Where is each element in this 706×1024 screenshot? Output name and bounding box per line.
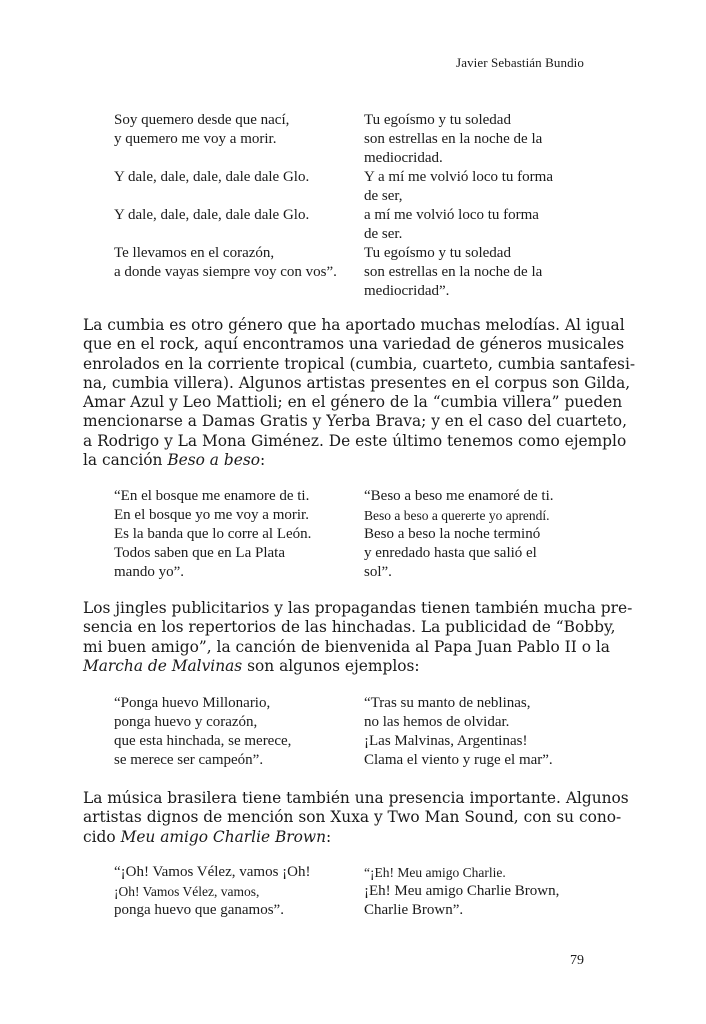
- verse-line: “Ponga huevo Millonario,: [114, 695, 271, 711]
- verse-line: Beso a beso a quererte yo aprendí.: [364, 508, 550, 523]
- verse-line: Beso a beso la noche terminó: [364, 526, 541, 542]
- paragraph-line: Los jingles publicitarios y las propagandas tienen también mucha pre-: [83, 599, 633, 617]
- paragraph-line: mencionarse a Damas Gratis y Yerba Brava; y en el caso del cuarteto,: [83, 412, 627, 431]
- verse-line: y enredado hasta que salió el: [364, 545, 537, 561]
- verse-line: ¡Oh! Vamos Vélez, vamos,: [114, 884, 260, 899]
- verse-line: En el bosque yo me voy a morir.: [114, 507, 309, 523]
- paragraph-line: [83, 451, 584, 470]
- verse-right-column: [364, 863, 594, 920]
- paragraph-line: [83, 657, 584, 676]
- verse-line: “Tras su manto de neblinas,: [364, 695, 531, 711]
- verse-right-column: [364, 111, 594, 301]
- verse-block-4: [114, 863, 594, 920]
- verse-line: Y dale, dale, dale, dale dale Glo.: [114, 207, 310, 223]
- verse-line: mediocridad”.: [364, 283, 450, 299]
- text-run: la canción: [83, 451, 168, 470]
- verse-line: ¡Eh! Meu amigo Charlie Brown,: [364, 883, 560, 899]
- verse-line: Tu egoísmo y tu soledad: [364, 245, 511, 261]
- page-number: 79: [570, 953, 584, 968]
- verse-line: no las hemos de olvidar.: [364, 714, 510, 730]
- verse-line: y quemero me voy a morir.: [114, 131, 277, 147]
- verse-left-column: [114, 694, 364, 770]
- verse-line: Te llevamos en el corazón,: [114, 245, 275, 261]
- paragraph-line: a Rodrigo y La Mona Giménez. De este último tenemos como ejemplo: [83, 431, 627, 450]
- paragraph-line: mi buen amigo”, la canción de bienvenida al Papa Juan Pablo II o la: [83, 637, 610, 656]
- paragraph-line: La cumbia es otro género que ha aportado muchas melodías. Al igual: [83, 316, 625, 334]
- paragraph-line: artistas dignos de mención son Xuxa y Two Man Sound, con su cono-: [83, 808, 622, 827]
- song-title: Beso a beso: [167, 451, 260, 470]
- running-header: Javier Sebastián Bundio: [456, 55, 584, 70]
- verse-line: ponga huevo y corazón,: [114, 714, 258, 730]
- verse-line: a donde vayas siempre voy con vos”.: [114, 264, 337, 280]
- verse-line: “En el bosque me enamore de ti.: [114, 488, 310, 504]
- paragraph-line: na, cumbia villera). Algunos artistas presentes en el corpus son Gilda,: [83, 373, 631, 392]
- verse-line: Charlie Brown”.: [364, 902, 464, 918]
- verse-left-column: [114, 863, 364, 920]
- verse-line: son estrellas en la noche de la: [364, 131, 543, 147]
- verse-line: mediocridad.: [364, 150, 443, 166]
- paragraph-line: Amar Azul y Leo Mattioli; en el género de la “cumbia villera” pueden: [83, 393, 623, 412]
- text-run: son algunos ejemplos:: [242, 656, 420, 675]
- paragraph-jingles: [83, 599, 633, 676]
- verse-line: Clama el viento y ruge el mar”.: [364, 752, 553, 768]
- song-title: Meu amigo Charlie Brown: [120, 827, 327, 846]
- verse-left-column: [114, 487, 364, 582]
- paragraph-line: [83, 828, 584, 847]
- verse-line: a mí me volvió loco tu forma: [364, 207, 539, 223]
- paragraph-line: que en el rock, aquí encontramos una variedad de géneros musicales: [83, 335, 625, 354]
- verse-line: “¡Eh! Meu amigo Charlie.: [364, 865, 506, 880]
- text-run: cido: [83, 827, 121, 846]
- verse-line: se merece ser campeón”.: [114, 752, 264, 768]
- verse-line: Es la banda que lo corre al León.: [114, 526, 312, 542]
- verse-line: de ser,: [364, 188, 403, 204]
- verse-block-1: [114, 111, 594, 301]
- verse-line: ponga huevo que ganamos”.: [114, 902, 284, 918]
- verse-right-column: [364, 487, 594, 582]
- verse-line: “¡Oh! Vamos Vélez, vamos ¡Oh!: [114, 864, 311, 880]
- verse-line: Todos saben que en La Plata: [114, 545, 285, 561]
- verse-line: Y dale, dale, dale, dale dale Glo.: [114, 169, 310, 185]
- paragraph-line: sencia en los repertorios de las hinchadas. La publicidad de “Bobby,: [83, 618, 616, 637]
- verse-line: Tu egoísmo y tu soledad: [364, 112, 511, 128]
- verse-left-column: [114, 111, 364, 301]
- verse-line: de ser.: [364, 226, 403, 242]
- verse-line: son estrellas en la noche de la: [364, 264, 543, 280]
- verse-line: Soy quemero desde que nací,: [114, 112, 290, 128]
- paragraph-musica-brasilera: [83, 789, 629, 847]
- verse-line: ¡Las Malvinas, Argentinas!: [364, 733, 528, 749]
- paragraph-cumbia: [83, 316, 636, 470]
- verse-line: Y a mí me volvió loco tu forma: [364, 169, 553, 185]
- verse-line: que esta hinchada, se merece,: [114, 733, 292, 749]
- text-run: :: [326, 827, 332, 846]
- verse-line: sol”.: [364, 564, 392, 580]
- verse-line: “Beso a beso me enamoré de ti.: [364, 488, 554, 504]
- paragraph-line: enrolados en la corriente tropical (cumbia, cuarteto, cumbia santafesi-: [83, 354, 636, 373]
- verse-block-3: [114, 694, 594, 770]
- text-run: :: [259, 451, 266, 470]
- song-title: Marcha de Malvinas: [83, 656, 243, 675]
- paragraph-line: La música brasilera tiene también una presencia importante. Algunos: [83, 789, 629, 807]
- verse-block-2: [114, 487, 594, 582]
- verse-line: mando yo”.: [114, 564, 184, 580]
- verse-right-column: [364, 694, 594, 770]
